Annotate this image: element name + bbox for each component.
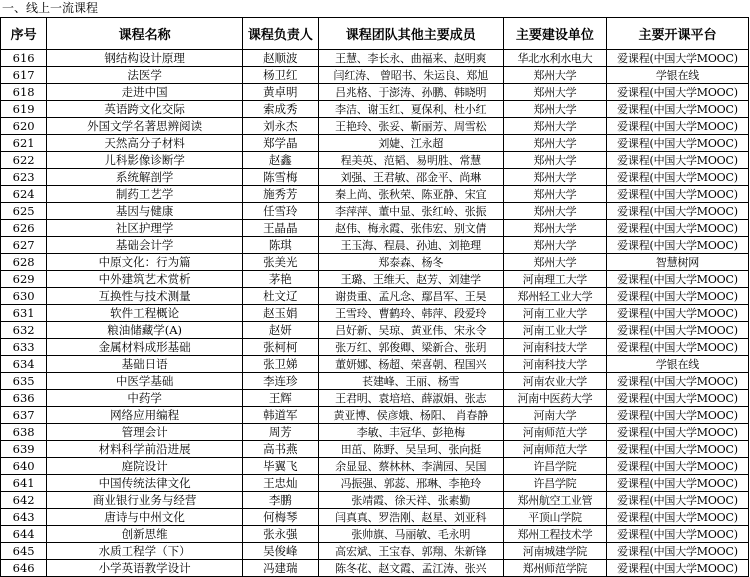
- table-row: [1, 169, 749, 186]
- cell-course-lead: 王晶晶: [242, 220, 318, 237]
- cell-team-members: 李洁、谢玉红、夏保利、杜小红: [318, 101, 503, 118]
- cell-platform: 学银在线: [606, 67, 748, 84]
- header-course-lead: 课程负责人: [242, 18, 318, 50]
- cell-course-lead: 王忠灿: [242, 475, 318, 492]
- cell-course-name: 金属材料成形基础: [47, 339, 243, 356]
- cell-main-unit: 郑州大学: [503, 254, 606, 271]
- cell-course-lead: 李连珍: [242, 373, 318, 390]
- cell-no: 632: [1, 322, 47, 339]
- cell-no: 622: [1, 152, 47, 169]
- cell-main-unit: 河南理工大学: [503, 271, 606, 288]
- cell-platform: 爱课程(中国大学MOOC): [606, 339, 748, 356]
- cell-team-members: 余显显、蔡林林、李满园、吴国: [318, 458, 503, 475]
- cell-team-members: 秦上尚、张秋荣、陈亚静、宋宜: [318, 186, 503, 203]
- cell-course-lead: 张卫娣: [242, 356, 318, 373]
- cell-team-members: 赵伟、梅永霞、张伟宏、别文倩: [318, 220, 503, 237]
- cell-course-name: 系统解剖学: [47, 169, 243, 186]
- cell-no: 639: [1, 441, 47, 458]
- cell-course-name: 中药学: [47, 390, 243, 407]
- cell-main-unit: 河南科技大学: [503, 339, 606, 356]
- table-row: [1, 288, 749, 305]
- cell-platform: 爱课程(中国大学MOOC): [606, 322, 748, 339]
- cell-course-name: 英语跨文化交际: [47, 101, 243, 118]
- cell-platform: 智慧树网: [606, 254, 748, 271]
- cell-course-lead: 张美光: [242, 254, 318, 271]
- cell-main-unit: 郑州大学: [503, 67, 606, 84]
- cell-platform: 爱课程(中国大学MOOC): [606, 492, 748, 509]
- cell-platform: 爱课程(中国大学MOOC): [606, 220, 748, 237]
- cell-no: 630: [1, 288, 47, 305]
- cell-main-unit: 郑州大学: [503, 237, 606, 254]
- cell-course-name: 基础会计学: [47, 237, 243, 254]
- table-row: [1, 390, 749, 407]
- cell-platform: 爱课程(中国大学MOOC): [606, 288, 748, 305]
- cell-platform: 爱课程(中国大学MOOC): [606, 543, 748, 560]
- table-row: [1, 441, 749, 458]
- cell-platform: 学银在线: [606, 356, 748, 373]
- header-main-unit: 主要建设单位: [503, 18, 606, 50]
- cell-main-unit: 郑州大学: [503, 118, 606, 135]
- cell-main-unit: 河南中医药大学: [503, 390, 606, 407]
- table-row: [1, 254, 749, 271]
- table-body: [1, 50, 749, 577]
- cell-course-lead: 毕翼飞: [242, 458, 318, 475]
- cell-main-unit: 河南师范大学: [503, 441, 606, 458]
- cell-course-lead: 刘永杰: [242, 118, 318, 135]
- cell-course-name: 小学英语教学设计: [47, 560, 243, 577]
- cell-no: 640: [1, 458, 47, 475]
- cell-course-name: 创新思维: [47, 526, 243, 543]
- cell-no: 621: [1, 135, 47, 152]
- cell-course-lead: 韩道军: [242, 407, 318, 424]
- cell-no: 643: [1, 509, 47, 526]
- cell-no: 635: [1, 373, 47, 390]
- cell-platform: 爱课程(中国大学MOOC): [606, 475, 748, 492]
- cell-team-members: 张帅旗、马丽敏、毛永明: [318, 526, 503, 543]
- cell-no: 627: [1, 237, 47, 254]
- table-header: [1, 18, 749, 50]
- table-row: [1, 135, 749, 152]
- cell-team-members: 王艳玲、张妥、靳丽芳、周雪松: [318, 118, 503, 135]
- cell-course-name: 中原文化：行为篇: [47, 254, 243, 271]
- cell-no: 636: [1, 390, 47, 407]
- cell-platform: 爱课程(中国大学MOOC): [606, 152, 748, 169]
- cell-main-unit: 郑州大学: [503, 220, 606, 237]
- cell-no: 631: [1, 305, 47, 322]
- table-row: [1, 373, 749, 390]
- cell-course-name: 社区护理学: [47, 220, 243, 237]
- cell-no: 634: [1, 356, 47, 373]
- cell-main-unit: 河南城建学院: [503, 543, 606, 560]
- cell-team-members: 郑泰森、杨冬: [318, 254, 503, 271]
- cell-platform: 爱课程(中国大学MOOC): [606, 526, 748, 543]
- cell-main-unit: 河南大学: [503, 407, 606, 424]
- table-row: [1, 118, 749, 135]
- table-row: [1, 220, 749, 237]
- table-row: [1, 237, 749, 254]
- cell-platform: 爱课程(中国大学MOOC): [606, 237, 748, 254]
- cell-course-name: 管理会计: [47, 424, 243, 441]
- cell-team-members: 吕兆格、于澎涛、孙鹏、韩晓明: [318, 84, 503, 101]
- header-row: [1, 18, 749, 50]
- cell-main-unit: 华北水利水电大: [503, 50, 606, 67]
- cell-course-name: 商业银行业务与经营: [47, 492, 243, 509]
- cell-platform: 爱课程(中国大学MOOC): [606, 169, 748, 186]
- cell-team-members: 田茁、陈野、吴呈珂、张向挺: [318, 441, 503, 458]
- cell-course-name: 中外建筑艺术赏析: [47, 271, 243, 288]
- cell-main-unit: 河南工业大学: [503, 305, 606, 322]
- cell-platform: 爱课程(中国大学MOOC): [606, 203, 748, 220]
- cell-course-name: 网络应用编程: [47, 407, 243, 424]
- cell-course-lead: 黄卓明: [242, 84, 318, 101]
- cell-team-members: 程美英、范韬、易明胜、常慧: [318, 152, 503, 169]
- course-table: [0, 17, 749, 577]
- table-row: [1, 356, 749, 373]
- cell-main-unit: 郑州大学: [503, 135, 606, 152]
- cell-main-unit: 郑州工程技术学: [503, 526, 606, 543]
- cell-main-unit: 郑州大学: [503, 101, 606, 118]
- cell-platform: 爱课程(中国大学MOOC): [606, 373, 748, 390]
- cell-course-lead: 高书燕: [242, 441, 318, 458]
- cell-no: 616: [1, 50, 47, 67]
- table-row: [1, 492, 749, 509]
- cell-course-name: 制药工艺学: [47, 186, 243, 203]
- cell-team-members: 张靖霞、徐天祥、张素勤: [318, 492, 503, 509]
- cell-team-members: 王雪玲、曹鹤玲、韩萍、段爱玲: [318, 305, 503, 322]
- cell-platform: 爱课程(中国大学MOOC): [606, 560, 748, 577]
- cell-main-unit: 郑州轻工业大学: [503, 288, 606, 305]
- cell-main-unit: 郑州航空工业管: [503, 492, 606, 509]
- cell-course-lead: 张永强: [242, 526, 318, 543]
- table-row: [1, 509, 749, 526]
- cell-platform: 爱课程(中国大学MOOC): [606, 118, 748, 135]
- cell-no: 617: [1, 67, 47, 84]
- cell-platform: 爱课程(中国大学MOOC): [606, 509, 748, 526]
- table-row: [1, 322, 749, 339]
- header-course-name: 课程名称: [47, 18, 243, 50]
- cell-course-lead: 陈琪: [242, 237, 318, 254]
- header-no: 序号: [1, 18, 47, 50]
- cell-no: 619: [1, 101, 47, 118]
- cell-main-unit: 郑州大学: [503, 203, 606, 220]
- cell-platform: 爱课程(中国大学MOOC): [606, 424, 748, 441]
- cell-team-members: 李敏、丰冠华、彭艳梅: [318, 424, 503, 441]
- cell-no: 629: [1, 271, 47, 288]
- cell-team-members: 吕好新、吴琼、黄亚伟、宋永令: [318, 322, 503, 339]
- cell-no: 646: [1, 560, 47, 577]
- cell-course-name: 走进中国: [47, 84, 243, 101]
- cell-course-name: 天然高分子材料: [47, 135, 243, 152]
- cell-course-name: 基础日语: [47, 356, 243, 373]
- cell-course-lead: 周芳: [242, 424, 318, 441]
- cell-course-lead: 施秀芳: [242, 186, 318, 203]
- cell-course-name: 软件工程概论: [47, 305, 243, 322]
- header-platform: 主要开课平台: [606, 18, 748, 50]
- cell-platform: 爱课程(中国大学MOOC): [606, 271, 748, 288]
- cell-team-members: 谢贵重、孟凡念、鄢昌军、王昊: [318, 288, 503, 305]
- cell-course-name: 材料科学前沿进展: [47, 441, 243, 458]
- cell-course-name: 基因与健康: [47, 203, 243, 220]
- cell-course-name: 外国文学名著思辨阅读: [47, 118, 243, 135]
- table-row: [1, 305, 749, 322]
- cell-team-members: 王君明、袁培培、薛淑娟、张志: [318, 390, 503, 407]
- cell-team-members: 冯振强、郭蕊、邢琳、李艳玲: [318, 475, 503, 492]
- table-row: [1, 526, 749, 543]
- cell-team-members: 黄亚博、侯彦娥、杨阳、 肖春静: [318, 407, 503, 424]
- cell-platform: 爱课程(中国大学MOOC): [606, 458, 748, 475]
- cell-team-members: 陈冬花、赵文霞、孟江涛、张兴: [318, 560, 503, 577]
- cell-team-members: 李萍萍、董中显、张红岭、张振: [318, 203, 503, 220]
- cell-main-unit: 河南农业大学: [503, 373, 606, 390]
- cell-course-lead: 赵顺波: [242, 50, 318, 67]
- cell-course-lead: 赵鑫: [242, 152, 318, 169]
- cell-course-lead: 赵玉娟: [242, 305, 318, 322]
- cell-no: 624: [1, 186, 47, 203]
- cell-no: 645: [1, 543, 47, 560]
- table-row: [1, 271, 749, 288]
- table-row: [1, 475, 749, 492]
- cell-course-name: 唐诗与中州文化: [47, 509, 243, 526]
- cell-team-members: 王璐、王维天、赵芳、刘建学: [318, 271, 503, 288]
- cell-course-lead: 赵妍: [242, 322, 318, 339]
- table-row: [1, 203, 749, 220]
- table-row: [1, 84, 749, 101]
- cell-course-lead: 杜文辽: [242, 288, 318, 305]
- cell-platform: 爱课程(中国大学MOOC): [606, 101, 748, 118]
- cell-no: 623: [1, 169, 47, 186]
- cell-team-members: 张万红、郭俊卿、梁新合、张玥: [318, 339, 503, 356]
- cell-no: 637: [1, 407, 47, 424]
- cell-main-unit: 郑州大学: [503, 152, 606, 169]
- cell-no: 626: [1, 220, 47, 237]
- table-row: [1, 560, 749, 577]
- cell-course-lead: 茅艳: [242, 271, 318, 288]
- cell-course-lead: 何梅琴: [242, 509, 318, 526]
- table-row: [1, 407, 749, 424]
- cell-platform: 爱课程(中国大学MOOC): [606, 390, 748, 407]
- cell-main-unit: 许昌学院: [503, 458, 606, 475]
- cell-platform: 爱课程(中国大学MOOC): [606, 135, 748, 152]
- cell-team-members: 高宏斌、王宝春、郭翔、朱新锋: [318, 543, 503, 560]
- cell-team-members: 闫真真、罗浩刚、赵星、刘亚科: [318, 509, 503, 526]
- cell-platform: 爱课程(中国大学MOOC): [606, 441, 748, 458]
- cell-platform: 爱课程(中国大学MOOC): [606, 84, 748, 101]
- cell-course-lead: 任雪玲: [242, 203, 318, 220]
- table-row: [1, 50, 749, 67]
- cell-no: 644: [1, 526, 47, 543]
- cell-course-name: 儿科影像诊断学: [47, 152, 243, 169]
- cell-team-members: 董妍娜、杨超、荣喜朝、程国兴: [318, 356, 503, 373]
- table-row: [1, 543, 749, 560]
- cell-main-unit: 郑州大学: [503, 84, 606, 101]
- cell-course-name: 中国传统法律文化: [47, 475, 243, 492]
- cell-platform: 爱课程(中国大学MOOC): [606, 50, 748, 67]
- cell-course-name: 粮油储藏学(A): [47, 322, 243, 339]
- cell-team-members: 苌建峰、王丽、杨雪: [318, 373, 503, 390]
- cell-course-lead: 郑学晶: [242, 135, 318, 152]
- cell-course-name: 钢结构设计原理: [47, 50, 243, 67]
- cell-platform: 爱课程(中国大学MOOC): [606, 305, 748, 322]
- cell-team-members: 王玉海、程晨、孙迪、刘艳理: [318, 237, 503, 254]
- cell-course-lead: 吴俊峰: [242, 543, 318, 560]
- cell-main-unit: 河南科技大学: [503, 356, 606, 373]
- cell-main-unit: 河南师范大学: [503, 424, 606, 441]
- cell-course-name: 水质工程学（下）: [47, 543, 243, 560]
- cell-no: 642: [1, 492, 47, 509]
- table-row: [1, 101, 749, 118]
- table-row: [1, 458, 749, 475]
- cell-main-unit: 郑州师范学院: [503, 560, 606, 577]
- cell-course-lead: 杨卫红: [242, 67, 318, 84]
- cell-no: 641: [1, 475, 47, 492]
- cell-main-unit: 许昌学院: [503, 475, 606, 492]
- cell-main-unit: 郑州大学: [503, 186, 606, 203]
- table-row: [1, 339, 749, 356]
- cell-main-unit: 平顶山学院: [503, 509, 606, 526]
- cell-no: 620: [1, 118, 47, 135]
- cell-team-members: 王慧、李长永、曲福来、赵明爽: [318, 50, 503, 67]
- cell-main-unit: 郑州大学: [503, 169, 606, 186]
- cell-no: 618: [1, 84, 47, 101]
- cell-no: 625: [1, 203, 47, 220]
- table-row: [1, 186, 749, 203]
- cell-course-lead: 索成秀: [242, 101, 318, 118]
- cell-course-lead: 陈雪梅: [242, 169, 318, 186]
- table-row: [1, 152, 749, 169]
- header-team-members: 课程团队其他主要成员: [318, 18, 503, 50]
- cell-no: 628: [1, 254, 47, 271]
- cell-course-lead: 李鹏: [242, 492, 318, 509]
- cell-platform: 爱课程(中国大学MOOC): [606, 186, 748, 203]
- cell-course-name: 互换性与技术测量: [47, 288, 243, 305]
- table-row: [1, 67, 749, 84]
- cell-course-name: 庭院设计: [47, 458, 243, 475]
- cell-course-lead: 张柯柯: [242, 339, 318, 356]
- cell-course-lead: 冯建瑞: [242, 560, 318, 577]
- cell-team-members: 刘强、王君敏、邵金平、尚琳: [318, 169, 503, 186]
- cell-no: 633: [1, 339, 47, 356]
- cell-main-unit: 河南工业大学: [503, 322, 606, 339]
- cell-course-name: 中医学基础: [47, 373, 243, 390]
- cell-platform: 爱课程(中国大学MOOC): [606, 407, 748, 424]
- cell-no: 638: [1, 424, 47, 441]
- table-row: [1, 424, 749, 441]
- cell-course-lead: 王辉: [242, 390, 318, 407]
- cell-course-name: 法医学: [47, 67, 243, 84]
- cell-team-members: 闫红涛、 曾昭书、朱运良、郑旭: [318, 67, 503, 84]
- section-title: 一、线上一流课程: [2, 1, 99, 15]
- cell-team-members: 刘婕、江永超: [318, 135, 503, 152]
